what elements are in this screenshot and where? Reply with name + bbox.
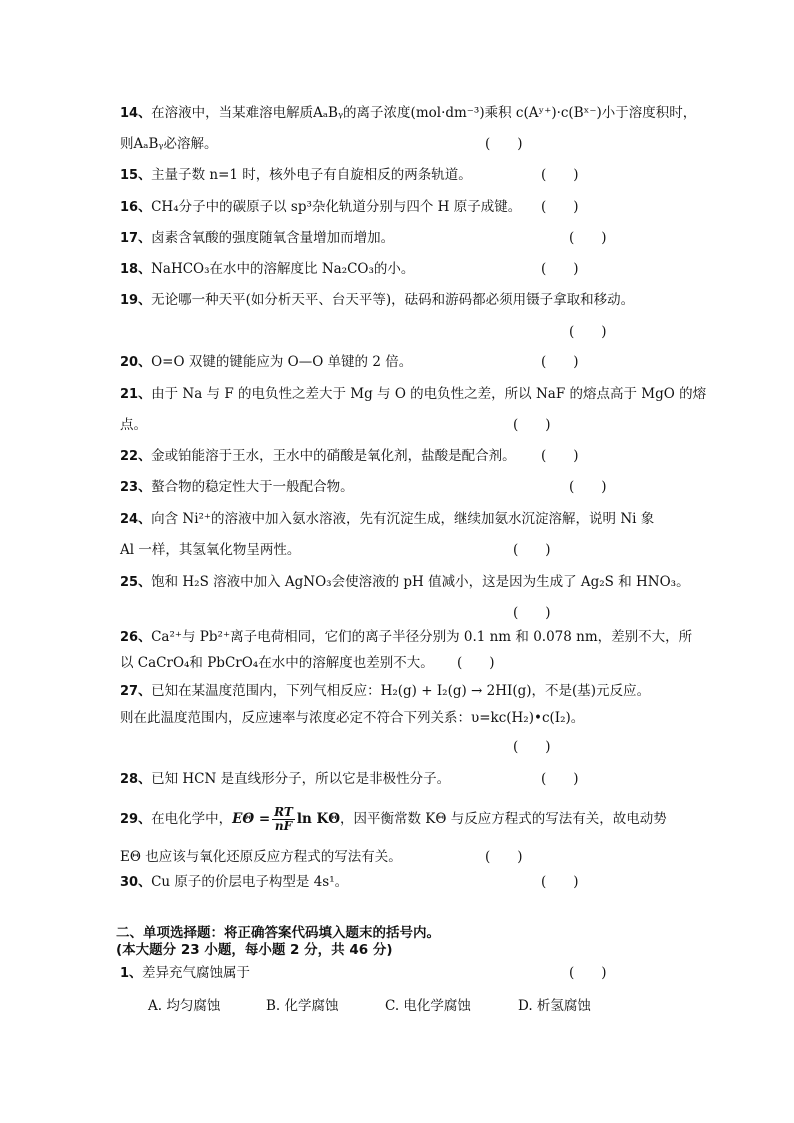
question-number: 17、 [120,231,152,246]
question-number: 15、 [120,168,152,183]
question-23 [120,478,354,497]
question-22 [120,447,516,466]
answer-blank[interactable]: ( ) [541,167,579,183]
section-title: 二、单项选择题：将正确答案代码填入题末的括号内。 [116,925,440,941]
answer-blank[interactable]: ( ) [569,324,607,340]
question-text: 已知在某温度范围内，下列气相反应：H₂(g) + I₂(g) → 2HI(g)，不是(基)元反应。 [151,683,651,699]
mc-question-1 [120,964,250,983]
question-text: NaHCO₃在水中的溶解度比 Na₂CO₃的小。 [151,261,415,277]
option-c[interactable]: C. 电化学腐蚀 [385,998,471,1014]
question-text-cont: 则AₐBᵧ必溶解。 [120,136,218,152]
question-27 [120,682,650,701]
question-text: 由于 Na 与 F 的电负性之差大于 Mg 与 O 的电负性之差，所以 NaF 的熔点高于 MgO 的熔 [151,386,707,402]
question-18 [120,260,414,279]
question-text: 饱和 H₂S 溶液中加入 AgNO₃会使溶液的 pH 值减小，这是因为生成了 Ag₂S 和 HNO₃。 [151,574,690,590]
question-text: 在溶液中，当某难溶电解质AₐBᵧ的离子浓度(mol·dm⁻³)乘积 c(Aʸ⁺)·c(Bˣ⁻)小于溶度积时， [151,105,697,121]
question-text-cont: 以 CaCrO₄和 PbCrO₄在水中的溶解度也差别不大。 [120,655,434,671]
question-text: O=O 双键的键能应为 O—O 单键的 2 倍。 [151,354,413,370]
answer-blank[interactable]: ( ) [513,739,551,755]
question-number: 25、 [120,575,152,590]
option-d[interactable]: D. 析氢腐蚀 [518,998,591,1014]
question-14 [120,104,696,123]
equation-fraction [272,806,295,833]
question-text: 螯合物的稳定性大于一般配合物。 [151,479,354,495]
option-a[interactable]: A. 均匀腐蚀 [148,998,221,1014]
question-number: 23、 [120,480,152,495]
question-text: 差异充气腐蚀属于 [142,965,251,981]
equation-lhs: EΘ = [232,811,271,827]
question-26-line2 [120,654,434,672]
question-text-cont: 点。 [120,417,147,433]
question-text-b: ，因平衡常数 KΘ 与反应方程式的写法有关，故电动势 [340,811,667,827]
answer-blank[interactable]: ( ) [541,448,579,464]
answer-blank[interactable]: ( ) [541,261,579,277]
question-number: 19、 [120,293,152,308]
fraction-numerator: RT [274,805,293,819]
question-number: 18、 [120,262,152,277]
question-number: 29、 [120,812,152,827]
question-text: 主量子数 n=1 时，核外电子有自旋相反的两条轨道。 [151,167,472,183]
question-19 [120,291,634,310]
question-27-line2 [120,709,584,727]
question-21 [120,385,706,404]
question-number: 24、 [120,512,152,527]
question-number: 22、 [120,449,152,464]
question-16 [120,198,521,217]
answer-blank[interactable]: ( ) [569,230,607,246]
answer-blank[interactable]: ( ) [569,965,607,981]
answer-blank[interactable]: ( ) [541,354,579,370]
question-text: 无论哪一种天平(如分析天平、台天平等)，砝码和游码都必须用镊子拿取和移动。 [151,292,635,308]
question-15 [120,166,472,185]
question-text: 在电化学中， [151,811,233,827]
question-text-cont: 则在此温度范围内，反应速率与浓度必定不符合下列关系：υ=kc(H₂)•c(I₂)。 [120,710,585,726]
question-number: 21、 [120,387,152,402]
answer-blank[interactable]: ( ) [541,771,579,787]
question-text: CH₄分子中的碳原子以 sp³杂化轨道分别与四个 H 原子成键。 [151,199,522,215]
question-text: 金或铂能溶于王水，王水中的硝酸是氧化剂，盐酸是配合剂。 [151,448,516,464]
question-25 [120,573,690,592]
answer-blank[interactable]: ( ) [541,874,579,890]
question-text: 已知 HCN 是直线形分子，所以它是非极性分子。 [151,771,451,787]
answer-blank[interactable]: ( ) [541,199,579,215]
question-number: 14、 [120,106,152,121]
question-number: 1、 [120,966,143,981]
question-text-cont: EΘ 也应该与氧化还原反应方程式的写法有关。 [120,849,402,865]
question-29 [120,806,667,833]
fraction-denominator: nF [274,819,293,833]
question-14-line2 [120,135,217,153]
question-20 [120,353,412,372]
question-text: Ca²⁺与 Pb²⁺离子电荷相同，它们的离子半径分别为 0.1 nm 和 0.078 nm，差别不大，所 [151,629,693,645]
question-30 [120,873,348,892]
answer-blank[interactable]: ( ) [513,542,551,558]
question-number: 27、 [120,684,152,699]
question-number: 16、 [120,200,152,215]
answer-blank[interactable]: ( ) [457,655,495,671]
question-text: 卤素含氧酸的强度随氧含量增加而增加。 [151,230,395,246]
question-text: 向含 Ni²⁺的溶液中加入氨水溶液，先有沉淀生成，继续加氨水沉淀溶解，说明 Ni 象 [151,511,655,527]
option-b[interactable]: B. 化学腐蚀 [266,998,339,1014]
question-number: 26、 [120,630,152,645]
question-29-line2 [120,848,402,866]
question-17 [120,229,394,248]
question-text: Cu 原子的价层电子构型是 4s¹。 [151,874,349,890]
equation-rhs: ln KΘ [296,811,340,827]
answer-blank[interactable]: ( ) [513,605,551,621]
question-24 [120,510,654,529]
section-subtitle: (本大题分 23 小题，每小题 2 分，共 46 分) [116,942,393,958]
question-text-cont: Al 一样，其氢氧化物呈两性。 [120,542,301,558]
answer-blank[interactable]: ( ) [569,479,607,495]
question-26 [120,628,692,647]
answer-blank[interactable]: ( ) [485,849,523,865]
question-28 [120,770,450,789]
answer-blank[interactable]: ( ) [513,417,551,433]
question-number: 30、 [120,875,152,890]
question-number: 28、 [120,772,152,787]
question-24-line2 [120,541,300,559]
question-number: 20、 [120,355,152,370]
answer-blank[interactable]: ( ) [485,136,523,152]
question-21-line2 [120,416,147,434]
